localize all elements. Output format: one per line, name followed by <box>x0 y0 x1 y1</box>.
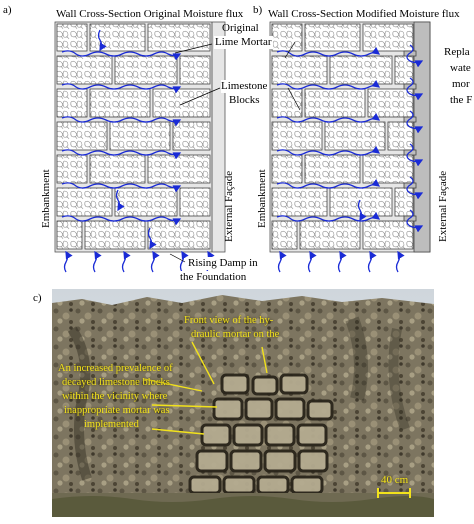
annotation-decay-5: implemented <box>84 419 139 430</box>
annotation-front-1: Front view of the hy- <box>184 315 274 326</box>
panel-a-letter: a) <box>3 4 12 16</box>
label-replaced-3: mor <box>452 78 470 90</box>
annotation-decay-2: decayed limestone blocks <box>62 377 170 388</box>
panel-a-external-facade: External Façade <box>223 170 235 242</box>
scale-label: 40 cm <box>381 474 409 486</box>
label-blocks: Blocks <box>229 94 260 106</box>
panel-a-title: Wall Cross-Section Original Moisture flux <box>56 8 244 20</box>
panel-b-letter: b) <box>253 4 263 16</box>
annotation-decay-3: within the vicinity where <box>62 391 168 402</box>
panel-b-title: Wall Cross-Section Modified Moisture flux <box>268 8 460 20</box>
annotation-decay-1: An increased prevalence of <box>58 363 173 374</box>
panel-a-embankment: Embankment <box>40 169 52 228</box>
annotation-decay-4: inappropriate mortar was <box>64 405 170 416</box>
label-replaced-1: Repla <box>444 46 470 58</box>
label-foundation: the Foundation <box>180 271 247 283</box>
panel-a-wall <box>55 22 225 252</box>
label-rising-damp: Rising Damp in <box>188 257 258 269</box>
panel-c-letter: c) <box>33 292 42 304</box>
label-replaced-2: wate <box>450 62 471 74</box>
panel-b-external-facade: External Façade <box>437 170 449 242</box>
label-replaced-4: the F <box>450 94 473 106</box>
panel-b-embankment: Embankment <box>256 169 268 228</box>
label-original: Original <box>222 22 259 34</box>
label-limestone: Limestone <box>221 80 268 92</box>
label-lime-mortar: Lime Mortar <box>215 36 272 48</box>
annotation-front-2: draulic mortar on the <box>191 329 280 340</box>
